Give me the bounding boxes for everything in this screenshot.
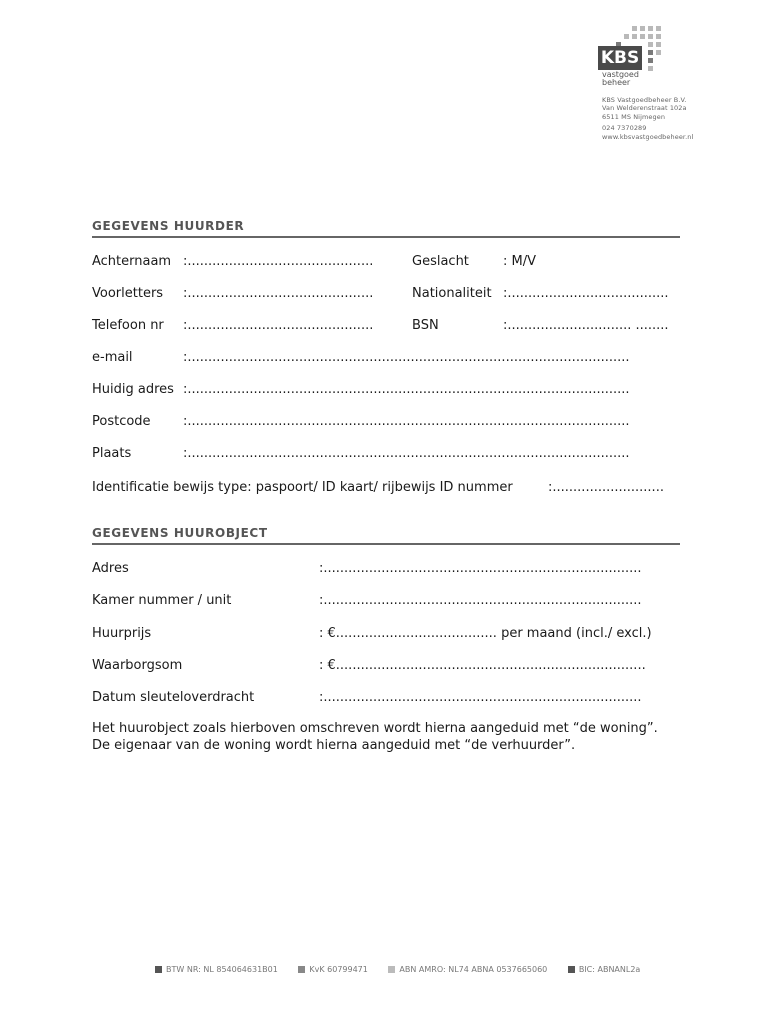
label-huidig-adres: Huidig adres [92,382,174,397]
section-title-object: GEGEVENS HUUROBJECT [92,526,268,540]
label-bsn: BSN [412,318,439,333]
field-huurprijs[interactable]: : €....................................... per maand (incl./ excl.) [319,626,652,641]
field-geslacht[interactable]: : M/V [503,254,537,269]
label-kamer-nummer: Kamer nummer / unit [92,593,232,608]
footer-bank: ABN AMRO: NL74 ABNA 0537665060 [388,965,547,974]
label-nationaliteit: Nationaliteit [412,286,492,301]
logo-wordmark: KBS [598,46,642,70]
company-address [602,96,693,141]
definition-woning: Het huurobject zoals hierboven omschreven wordt hierna aangeduid met “de woning”. [92,721,658,736]
field-achternaam[interactable]: :............................................. [183,254,374,269]
footer-square-icon [568,966,575,973]
label-adres: Adres [92,561,129,576]
section-divider [92,543,680,545]
footer-btw: BTW NR: NL 854064631B01 [155,965,278,974]
definitions-paragraph [92,720,658,754]
company-name: KBS Vastgoedbeheer B.V. [602,96,687,104]
field-huidig-adres[interactable]: :........................................................................................................... [183,382,630,397]
section-divider [92,236,680,238]
field-telefoon[interactable]: :............................................. [183,318,374,333]
company-street: Van Welderenstraat 102a [602,104,687,113]
field-voorletters[interactable]: :............................................. [183,286,374,301]
field-id-nummer[interactable]: :........................... [548,480,664,495]
footer-square-icon [298,966,305,973]
label-achternaam: Achternaam [92,254,172,269]
footer-square-icon [388,966,395,973]
field-bsn[interactable]: :.............................. ........ [503,318,669,333]
footer-bic: BIC: ABNANL2a [568,965,641,974]
definition-verhuurder: De eigenaar van de woning wordt hierna aangeduid met “de verhuurder”. [92,738,576,753]
field-nationaliteit[interactable]: :....................................... [503,286,669,301]
label-email: e-mail [92,350,133,365]
field-datum-sleuteloverdracht[interactable]: :............................................................................. [319,690,642,705]
logo-tagline: vastgoed beheer [602,70,639,87]
field-postcode[interactable]: :........................................................................................................... [183,414,630,429]
label-identificatie: Identificatie bewijs type: paspoort/ ID kaart/ rijbewijs ID nummer [92,480,513,495]
section-title-tenant: GEGEVENS HUURDER [92,219,245,233]
kbs-logo [598,26,668,86]
field-plaats[interactable]: :........................................................................................................... [183,446,630,461]
company-phone: 024 7370289 [602,124,647,133]
label-plaats: Plaats [92,446,132,461]
label-postcode: Postcode [92,414,151,429]
label-telefoon: Telefoon nr [92,318,164,333]
label-voorletters: Voorletters [92,286,164,301]
field-waarborgsom[interactable]: : €........................................................................... [319,658,646,673]
company-city: 6511 MS Nijmegen [602,112,666,121]
label-geslacht: Geslacht [412,254,469,269]
label-datum-sleuteloverdracht: Datum sleuteloverdracht [92,690,255,705]
label-waarborgsom: Waarborgsom [92,658,183,673]
footer-square-icon [155,966,162,973]
field-email[interactable]: :........................................................................................................... [183,350,630,365]
footer-kvk: KvK 60799471 [298,965,368,974]
company-website: www.kbsvastgoedbeheer.nl [602,132,694,141]
label-huurprijs: Huurprijs [92,626,152,641]
page-footer [155,965,658,974]
field-adres[interactable]: :............................................................................. [319,561,642,576]
field-kamer-nummer[interactable]: :............................................................................. [319,593,642,608]
